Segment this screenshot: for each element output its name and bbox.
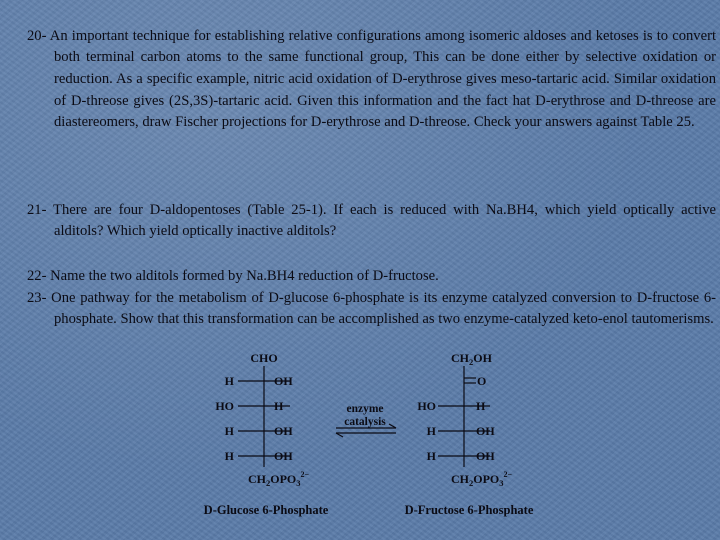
fructose-c4-left: H [426,424,436,438]
question-23: 23- One pathway for the metabolism of D-glucose 6-phosphate is its enzyme catalyzed conversion to D-fructose 6-phosphate. Show that this transformation can be accomplished as two enzyme-catalyzed keto-enol tautomerisms. [27,289,716,328]
glucose-c4-right: OH [274,424,293,438]
glucose-caption: D-Glucose 6-Phosphate [203,503,329,517]
glucose-cho: CHO [250,351,278,365]
fructose-ch2oh: $CH_2OH$ [451,351,492,367]
fructose-caption: D-Fructose 6-Phosphate [404,503,534,517]
glucose-c5-right: OH [274,449,293,463]
fructose-ch2opo3: $CH_2OPO_3^{2-}$ [451,470,513,488]
glucose-c5-left: H [224,449,234,463]
fructose-c5-left: H [426,449,436,463]
glucose-fischer-projection [204,351,329,517]
glucose-c3-left: HO [215,399,234,413]
glucose-c4-left: H [224,424,234,438]
fructose-fischer-projection [405,351,534,517]
question-21: 21- There are four D-aldopentoses (Table 25-1). If each is reduced with Na.BH4, which yield optically active alditols? Which yield optically inactive alditols? [27,201,716,240]
arrow-label-enzyme: enzyme [346,403,384,415]
fructose-carbonyl-o: O [477,374,487,388]
fructose-c5-right: OH [476,449,495,463]
arrow-label-catalysis: catalysis [344,416,386,428]
glucose-ch2opo3: $CH_2OPO_3^{2-}$ [248,470,310,488]
fructose-c3-left: HO [417,399,436,413]
fructose-c3-right: H [476,399,486,413]
fischer-projection-figure [0,340,720,540]
glucose-c2-right: OH [274,374,293,388]
fructose-c4-right: OH [476,424,495,438]
question-22: 22- Name the two alditols formed by Na.BH4 reduction of D-fructose. [27,267,439,284]
equilibrium-arrow [336,403,396,437]
glucose-c3-right: H [274,399,284,413]
question-20: 20- An important technique for establishing relative configurations among isomeric aldoses and ketoses is to convert both terminal carbon atoms to the same functional group, This can be done either by selective oxidation or reduction. As a specific example, nitric acid oxidation of D-erythrose gives meso-tartaric acid. Similar oxidation of D-threose gives (2S,3S)-tartaric acid. Given this information and the fact hat D-erythrose and D-threose are diastereomers, draw Fischer projections for D-erythrose and D-threose. Check your answers against Table 25. [27,27,716,131]
glucose-c2-left: H [224,374,234,388]
